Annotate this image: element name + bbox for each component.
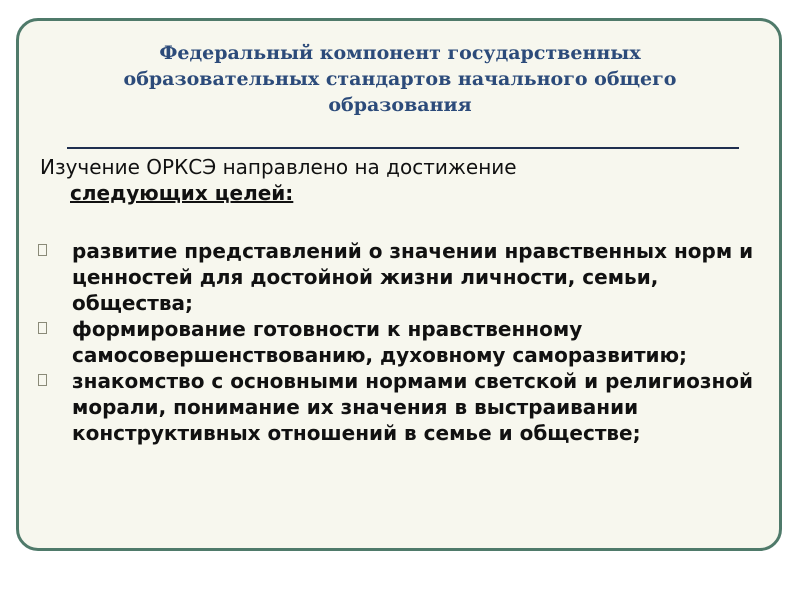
intro-text: Изучение ОРКСЭ направлено на достижение [40,155,517,179]
goal-text: формирование готовности к нравственному самосовершенствованию, духовному саморазвитию; [72,317,688,367]
intro-emphasis: следующих целей: [70,181,294,205]
list-item [36,368,760,446]
list-item [36,316,760,368]
square-bullet-icon [38,322,47,334]
square-bullet-icon [38,244,47,256]
intro-paragraph [40,154,760,206]
goal-text: знакомство с основными нормами светской и религиозной морали, понимание их значения в выстраивании конструктивных отношений в семье и обществе; [72,369,754,445]
goals-list [36,238,760,446]
slide-title: Федеральный компонент государственных образовательных стандартов начального общего образования [123,42,677,116]
square-bullet-icon [38,374,47,386]
title-divider [67,147,739,149]
goal-text: развитие представлений о значении нравственных норм и ценностей для достойной жизни личности, семьи, общества; [72,239,754,315]
list-item [36,238,760,316]
